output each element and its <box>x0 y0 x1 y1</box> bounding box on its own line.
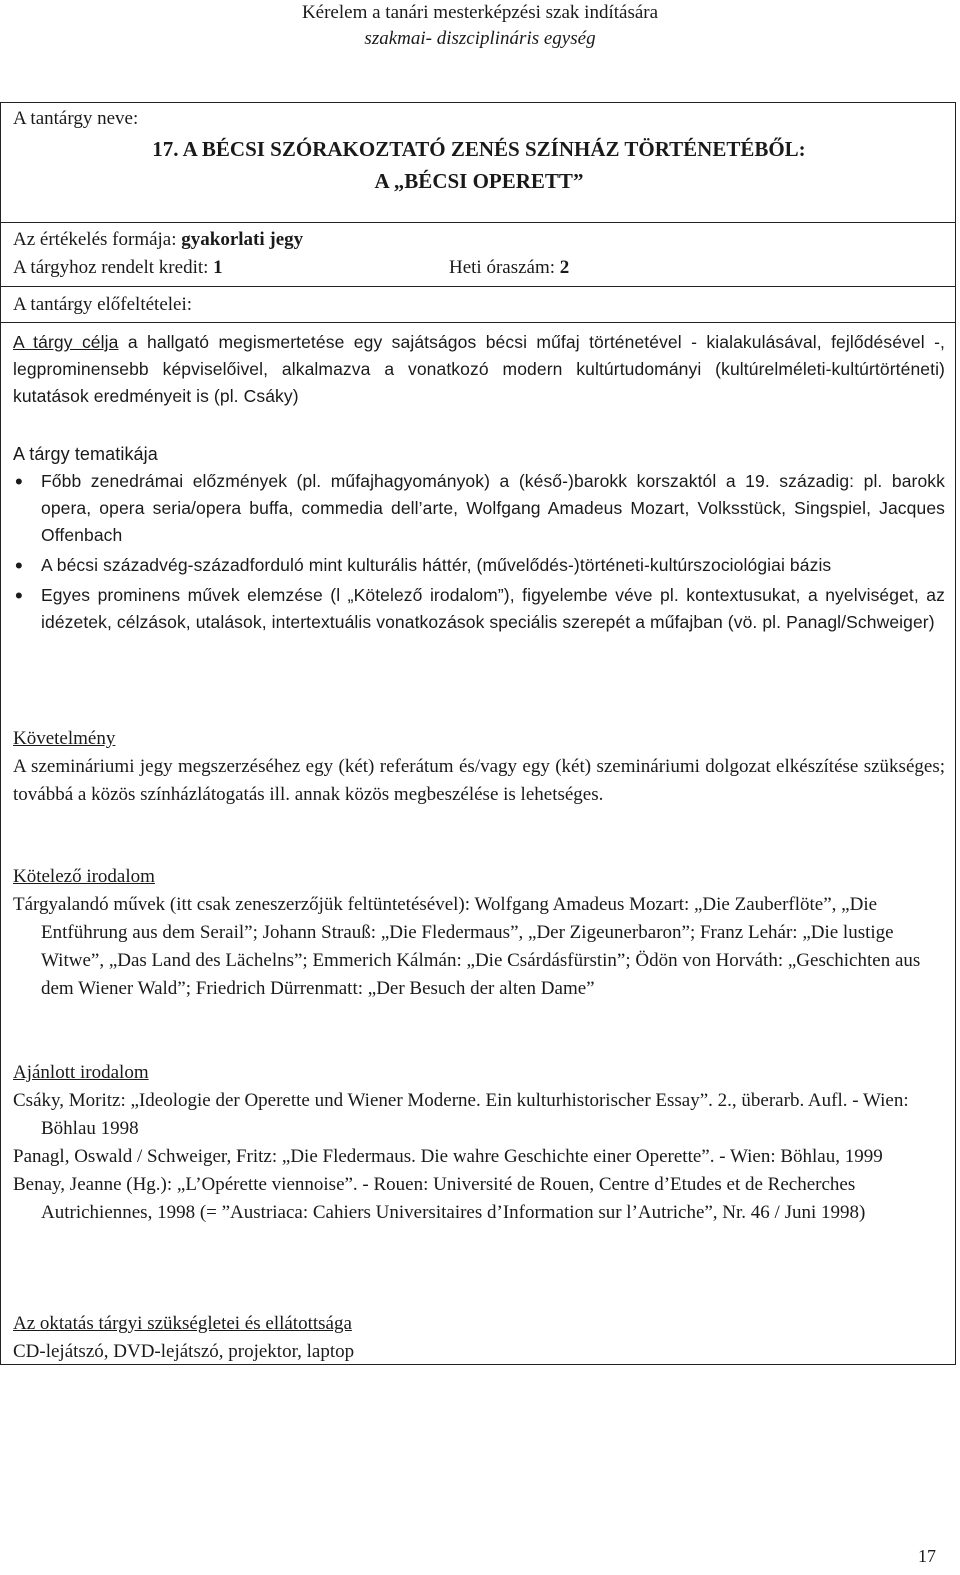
goal-text: a hallgató megismertetése egy sajátságos bécsi műfaj történetével - kialakulásával, fejlődésével -, legprominensebb képviselőivel, alkalmazva a vonatkozó modern kultúrtudományi (kultúrelméleti-kultúrtörténeti) kutatások eredményeit is (pl. Csáky) <box>13 332 945 406</box>
mandatory-label: Kötelező irodalom <box>13 866 155 887</box>
topics-list <box>13 468 945 636</box>
requirements-text: A szemináriumi jegy megszerzéséhez egy (két) referátum és/vagy egy (két) szemináriumi dolgozat elkészítése szükséges; továbbá a közös színházlátogatás ill. annak közös megbeszélése is lehetséges. <box>13 756 945 805</box>
recommended-section <box>1 1059 957 1227</box>
prereq-label: A tantárgy előfeltételei: <box>13 294 193 315</box>
topic-item: • Egyes prominens művek elemzése (l „Kötelező irodalom”), figyelembe véve pl. kontextusukat, a nyelviséget, az idézetek, célzások, utalások, intertextuális vonatkozások speciális szerepét a műfajban (vö. pl. Panagl/Schweiger) <box>13 582 945 636</box>
credit-value: 1 <box>213 257 223 278</box>
topic-item: • Főbb zenedrámai előzmények (pl. műfajhagyományok) a (késő-)barokk korszaktól a 19. századig: pl. barokk opera, opera seria/opera buffa, commedia dell’arte, Wolfgang Amadeus Mozart, Volksstück, Singspiel, Jacques Offenbach <box>13 468 945 549</box>
hours-label: Heti óraszám: <box>449 257 560 278</box>
goal-section <box>1 329 957 410</box>
meta-box <box>0 222 956 286</box>
goal-label: A tárgy célja <box>13 332 119 352</box>
equipment-section <box>1 1310 957 1366</box>
recommended-item: Panagl, Oswald / Schweiger, Fritz: „Die Fledermaus. Die wahre Geschichte einer Operette”. - Wien: Böhlau, 1999 <box>13 1146 883 1167</box>
requirements-section <box>1 725 957 809</box>
recommended-item: Csáky, Moritz: „Ideologie der Operette und Wiener Moderne. Ein kulturhistorischer Essay”. 2., überarb. Aufl. - Wien: Böhlau 1998 <box>13 1090 909 1139</box>
topics-label: A tárgy tematikája <box>13 444 158 464</box>
header-subtitle: szakmai- diszciplináris egység <box>364 28 596 49</box>
hours-value: 2 <box>559 257 570 278</box>
subject-name-label: A tantárgy neve: <box>13 108 139 129</box>
equipment-label: Az oktatás tárgyi szükségletei és ellátottsága <box>13 1313 352 1334</box>
equipment-text: CD-lejátszó, DVD-lejátszó, projektor, laptop <box>13 1341 355 1362</box>
recommended-label: Ajánlott irodalom <box>13 1062 149 1083</box>
content-box <box>0 322 956 1365</box>
eval-value: gyakorlati jegy <box>181 229 304 250</box>
mandatory-section <box>1 863 957 1003</box>
eval-row <box>1 226 315 253</box>
mandatory-text: Tárgyalandó művek (itt csak zeneszerzőjük feltüntetésével): Wolfgang Amadeus Mozart: „Die Zauberflöte”, „Die Entführung aus dem Serail”; Johann Strauß: „Die Fledermaus”, „Der Zigeunerbaron”; Franz Lehár: „Die lustige Witwe”, „Das Land des Lächelns”; Emmerich Kálmán: „Die Csárdásfürstin”; Ödön von Horváth: „Geschichten aus dem Wiener Wald”; Friedrich Dürrenmatt: „Der Besuch der alten Dame” <box>13 894 921 999</box>
recommended-item: Benay, Jeanne (Hg.): „L’Opérette viennoise”. - Rouen: Université de Rouen, Centre d’Etudes et de Recherches Autrichiennes, 1998 (= ”Austriaca: Cahiers Universitaires d’Information sur l’Autriche”, Nr. 46 / Juni 1998) <box>13 1174 866 1223</box>
page-number: 17 <box>918 1546 936 1566</box>
requirements-label: Követelmény <box>13 728 116 749</box>
subject-title-line2: A „BÉCSI OPERETT” <box>374 169 584 193</box>
eval-label: Az értékelés formája: <box>13 229 182 250</box>
header-title: Kérelem a tanári mesterképzési szak indítására <box>301 2 659 23</box>
subject-title-line1: 17. A BÉCSI SZÓRAKOZTATÓ ZENÉS SZÍNHÁZ TÖRTÉNETÉBŐL: <box>152 137 806 161</box>
subject-name-box <box>0 102 956 222</box>
credit-label: A tárgyhoz rendelt kredit: <box>13 257 214 278</box>
hours-row <box>437 254 581 281</box>
topic-item: • A bécsi századvég-századforduló mint kulturális háttér, (művelődés-)történeti-kultúrszociológiai bázis <box>13 552 945 579</box>
prereq-box <box>0 286 956 322</box>
credit-row <box>1 254 235 281</box>
topics-section <box>1 441 957 636</box>
page-header <box>0 0 960 52</box>
